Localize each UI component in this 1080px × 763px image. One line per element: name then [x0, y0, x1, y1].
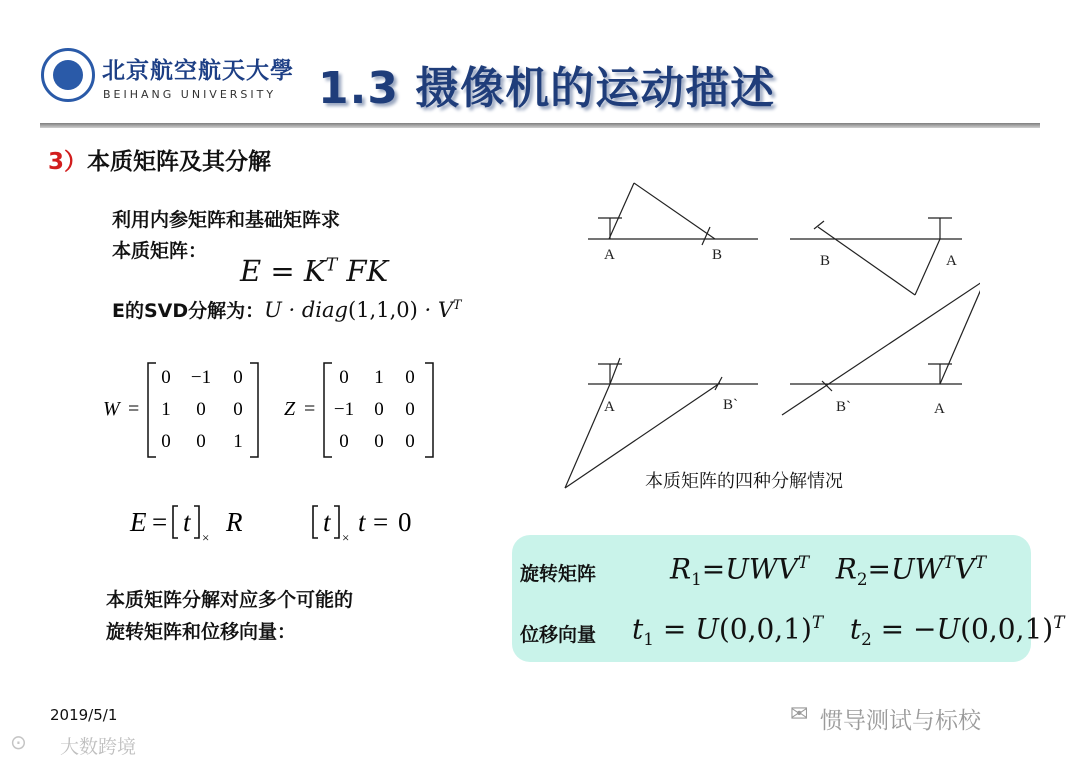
decomposition-diagram — [560, 175, 980, 495]
case-2 — [790, 218, 962, 295]
z-cell: 0 — [405, 431, 415, 452]
case-4 — [782, 280, 980, 417]
w-cell: 0 — [161, 367, 171, 388]
w-cell: −1 — [190, 367, 212, 388]
z-cell: −1 — [333, 399, 355, 420]
note-line-1: 本质矩阵分解对应多个可能的 — [106, 589, 354, 611]
cross-product-equations — [128, 500, 428, 550]
label-b-prime: B` — [836, 399, 851, 415]
svd-label: E的SVD分解为： — [112, 300, 265, 322]
university-name-en: BEIHANG UNIVERSITY — [103, 88, 277, 101]
svg-text:t: t — [183, 507, 191, 537]
svg-text:=: = — [128, 398, 140, 420]
slide-date: 2019/5/1 — [50, 706, 118, 724]
text-line-1: 利用内参矩阵和基础矩阵求 — [112, 209, 341, 231]
svg-text:Z: Z — [284, 398, 296, 420]
translation-label: 位移向量 — [520, 624, 597, 646]
label-b-prime: B` — [723, 397, 738, 413]
rotation-formulas: $R_1=UWV^T$ $R_2=UW^TV^T$ — [670, 552, 987, 589]
watermark-text-2: 大数跨境 — [60, 736, 137, 758]
svg-text:=: = — [373, 507, 389, 537]
case-1 — [588, 183, 758, 263]
z-cell: 0 — [339, 367, 349, 388]
w-cell: 0 — [196, 399, 206, 420]
watermark-text: 惯导测试与标校 — [820, 708, 981, 734]
header-divider — [40, 123, 1040, 128]
label-b: B — [820, 253, 831, 269]
svg-text:t: t — [358, 507, 366, 537]
svg-text:0: 0 — [398, 507, 412, 537]
label-a: A — [604, 247, 615, 263]
svg-text:=: = — [304, 398, 316, 420]
svg-text:t: t — [323, 507, 331, 537]
w-cell: 0 — [161, 431, 171, 452]
matrix-w — [103, 363, 258, 457]
z-cell: 1 — [374, 367, 384, 388]
svd-formula: U · diag(1,1,0) · $V^T$ — [264, 297, 462, 322]
svg-text:=: = — [152, 507, 168, 537]
translation-formulas: $t_1 = U(0,0,1)^T$ $t_2 = -U(0,0,1)^T$ — [632, 612, 1065, 649]
label-a: A — [604, 399, 615, 415]
svd-line — [112, 296, 461, 323]
watermark-logo-icon: ⊙ — [10, 730, 27, 754]
svg-text:×: × — [342, 530, 350, 545]
z-cell: 0 — [374, 399, 384, 420]
w-cell: 0 — [233, 367, 243, 388]
z-cell: 0 — [405, 367, 415, 388]
note-line-2: 旋转矩阵和位移向量： — [106, 621, 297, 643]
section-title: 本质矩阵及其分解 — [87, 149, 272, 175]
svg-text:E: E — [130, 507, 147, 537]
z-cell: 0 — [374, 431, 384, 452]
label-a: A — [946, 253, 957, 269]
w-cell: 1 — [233, 431, 243, 452]
w-cell: 0 — [196, 431, 206, 452]
label-a: A — [934, 401, 945, 417]
svg-text:R: R — [226, 507, 243, 537]
z-cell: 0 — [405, 399, 415, 420]
w-cell: 1 — [161, 399, 171, 420]
diagram-caption: 本质矩阵的四种分解情况 — [645, 471, 843, 492]
equation-e-kt-fk: $E = K^T$ FK — [240, 254, 389, 288]
section-number: 3） — [48, 149, 88, 175]
text-line-2: 本质矩阵： — [112, 240, 208, 262]
z-cell: 0 — [339, 431, 349, 452]
section-heading — [48, 143, 271, 176]
rotation-label: 旋转矩阵 — [520, 563, 597, 585]
matrix-z — [284, 363, 433, 457]
university-logo — [41, 48, 95, 102]
svg-text:×: × — [202, 530, 210, 545]
university-name-cn: 北京航空航天大學 — [102, 57, 294, 84]
w-cell: 0 — [233, 399, 243, 420]
wechat-icon: ✉ — [790, 702, 809, 727]
label-b: B — [712, 247, 723, 263]
slide-title: 1.3 摄像机的运动描述 — [318, 63, 776, 114]
svg-text:W: W — [103, 398, 120, 420]
matrices-w-z — [98, 355, 438, 465]
